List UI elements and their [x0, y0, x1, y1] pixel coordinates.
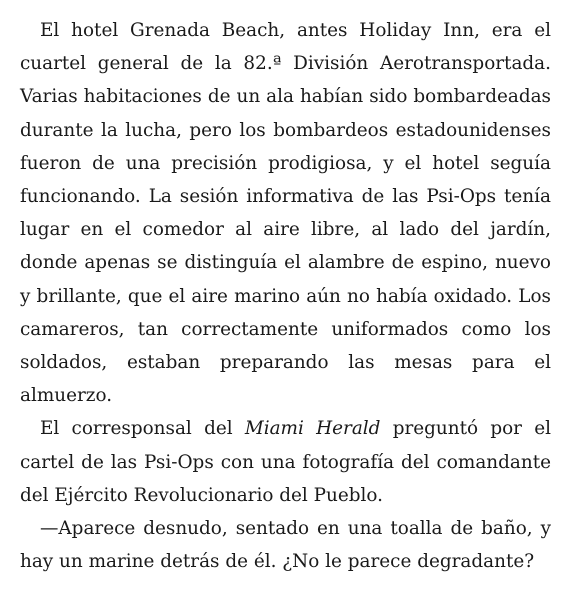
paragraph-correspondent-question [20, 412, 551, 512]
paragraph-hotel-description: El hotel Grenada Beach, antes Holiday Inn, era el cuartel general de la 82.ª División Aerotransportada. Varias habitaciones de un ala habían sido bombardeadas durante la lucha, pero los bombardeos estadounidenses fueron de una precisión prodigiosa, y el hotel seguía funcionando. La sesión informativa de las Psi-Ops tenía lugar en el comedor al aire libre, al lado del jardín, donde apenas se distinguía el alambre de espino, nuevo y brillante, que el aire marino aún no había oxidado. Los camareros, tan correctamente uniformados como los soldados, estaban preparando las mesas para el almuerzo. [20, 20, 551, 407]
newspaper-name: Miami Herald [244, 418, 381, 440]
paragraph-text-after: preguntó por el cartel de las Psi-Ops con una fotografía del comandante del Ejército Revolucionario del Pueblo. [20, 418, 551, 506]
paragraph-text-before: El corresponsal del [40, 418, 245, 440]
paragraph-dialogue: —Aparece desnudo, sentado en una toalla de baño, y hay un marine detrás de él. ¿No le parece degradante? [20, 518, 551, 573]
document-page [20, 14, 551, 578]
